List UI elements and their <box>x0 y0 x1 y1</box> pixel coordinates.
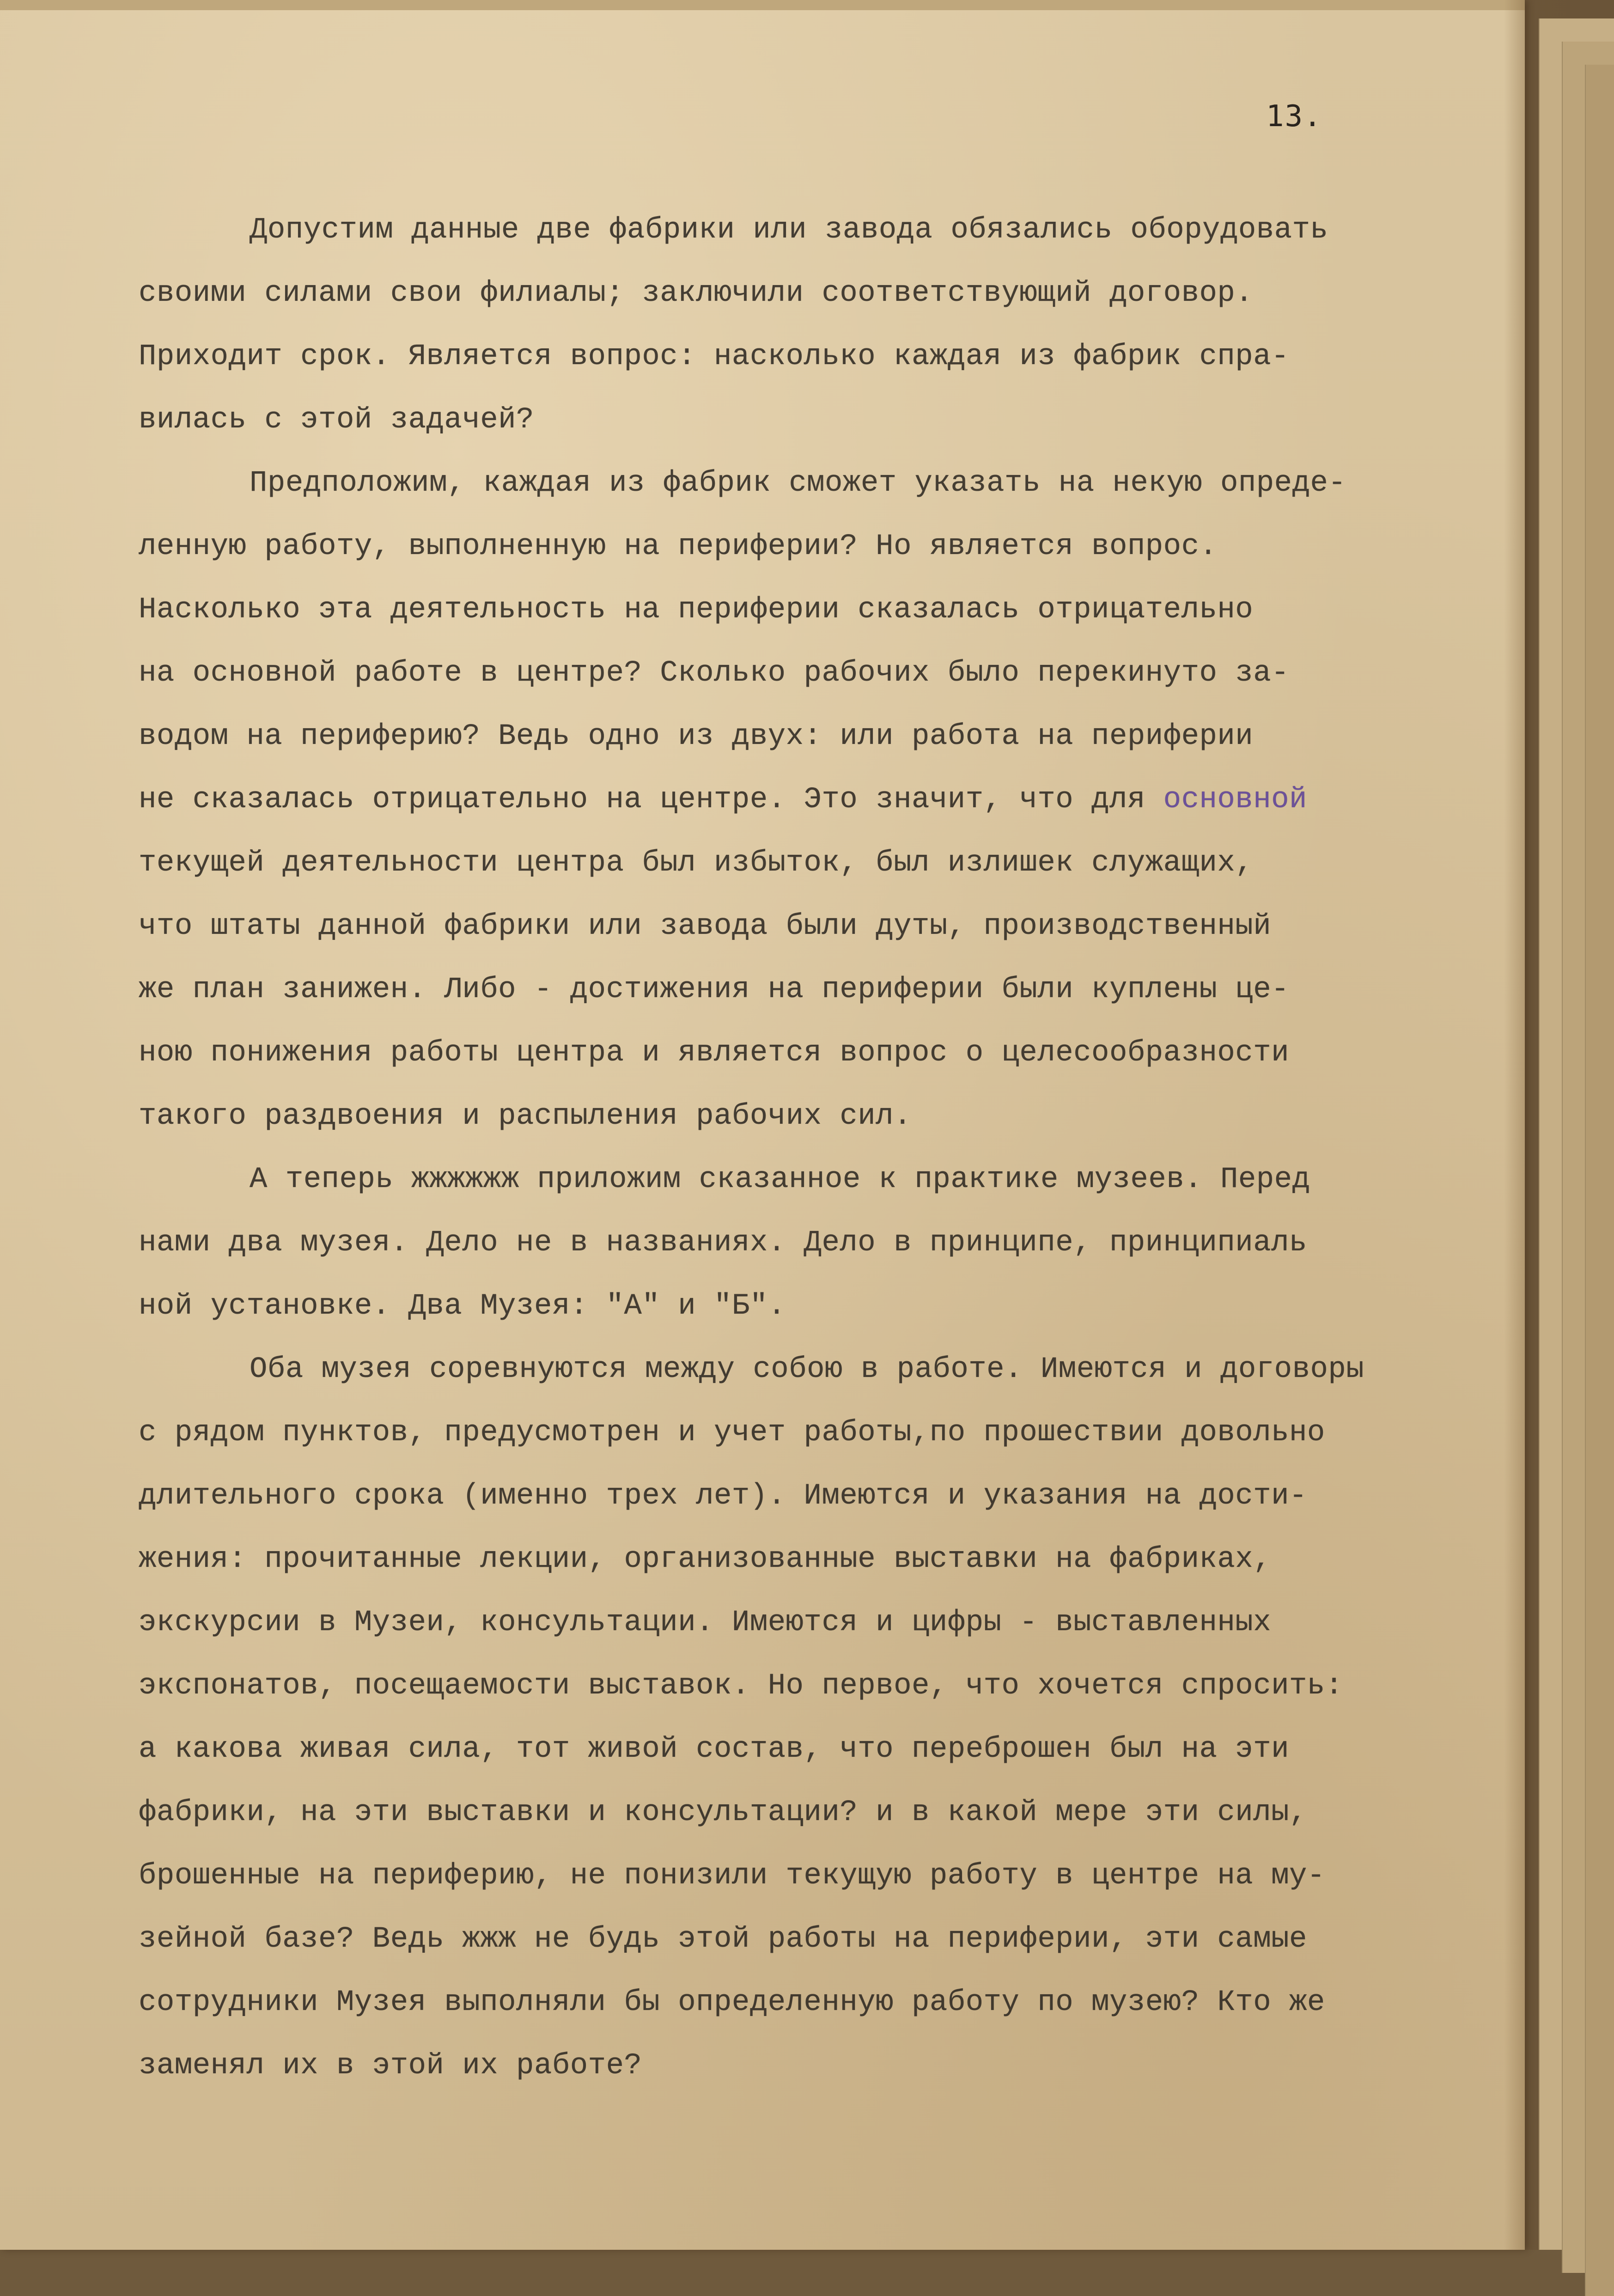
text-line: экспонатов, посещаемости выставок. Но первое, что хочется спросить: <box>139 1669 1343 1703</box>
page-top-edge <box>0 0 1525 10</box>
text-line: текущей деятельности центра был избыток, был излишек служащих, <box>139 847 1254 880</box>
text-line: нами два музея. Дело не в названиях. Дело в принципе, принципиаль <box>139 1226 1307 1260</box>
text-line: фабрики, на эти выставки и консультации? и в какой мере эти силы, <box>139 1796 1307 1829</box>
text-line: водом на периферию? Ведь одно из двух: или работа на периферии <box>139 720 1254 753</box>
page-right-edge-shadow <box>1504 0 1525 2250</box>
text-line: такого раздвоения и распыления рабочих сил. <box>139 1100 912 1133</box>
handwritten-insert: основной <box>1163 783 1307 816</box>
text-line: Приходит срок. Является вопрос: насколько каждая из фабрик спра- <box>139 340 1289 373</box>
page-number: 13. <box>1266 99 1322 134</box>
text-line: жения: прочитанные лекции, организованные выставки на фабриках, <box>139 1543 1272 1576</box>
text-line: экскурсии в Музеи, консультации. Имеются и цифры - выставленных <box>139 1606 1272 1639</box>
text-line: ной установке. Два Музея: "А" и "Б". <box>139 1290 786 1323</box>
underlying-page <box>1585 65 1614 2296</box>
text-line: сотрудники Музея выполняли бы определенную работу по музею? Кто же <box>139 1986 1325 2019</box>
text-line: ленную работу, выполненную на периферии? Но является вопрос. <box>139 530 1218 563</box>
text-line: длительного срока (именно трех лет). Имеются и указания на дости- <box>139 1480 1307 1513</box>
typewritten-text <box>139 199 1506 2098</box>
text-line: своими силами свои филиалы; заключили соответствующий договор. <box>139 277 1254 310</box>
text-line: Оба музея соревнуются между собою в работе. Имеются и договоры <box>250 1353 1364 1386</box>
text-line: ною понижения работы центра и является вопрос о целесообразности <box>139 1036 1289 1070</box>
text-line: с рядом пунктов, предусмотрен и учет работы,по прошествии довольно <box>139 1416 1325 1449</box>
text-line <box>139 768 1506 832</box>
text-line: брошенные на периферию, не понизили текущую работу в центре на му- <box>139 1859 1325 1893</box>
text-line: же план занижен. Либо - достижения на периферии были куплены це- <box>139 973 1289 1006</box>
text-line: а какова живая сила, тот живой состав, что переброшен был на эти <box>139 1733 1289 1766</box>
text-line: вилась с этой задачей? <box>139 403 534 437</box>
text-line: Допустим данные две фабрики или завода обязались оборудовать <box>250 213 1328 247</box>
text-line: что штаты данной фабрики или завода были дуты, производственный <box>139 910 1272 943</box>
text-line: Насколько эта деятельность на периферии сказалась отрицательно <box>139 593 1254 627</box>
text-line: А теперь жжжжжж приложим сказанное к практике музеев. Перед <box>250 1163 1310 1196</box>
text-line: Предположим, каждая из фабрик сможет указать на некую опреде- <box>250 467 1346 500</box>
text-line: заменял их в этой их работе? <box>139 2049 642 2083</box>
text-line: на основной работе в центре? Сколько рабочих было перекинуто за- <box>139 657 1289 690</box>
text-line: зейной базе? Ведь жжж не будь этой работы на периферии, эти самые <box>139 1923 1307 1956</box>
text-line-start: не сказалась отрицательно на центре. Это значит, что для <box>139 783 1163 816</box>
